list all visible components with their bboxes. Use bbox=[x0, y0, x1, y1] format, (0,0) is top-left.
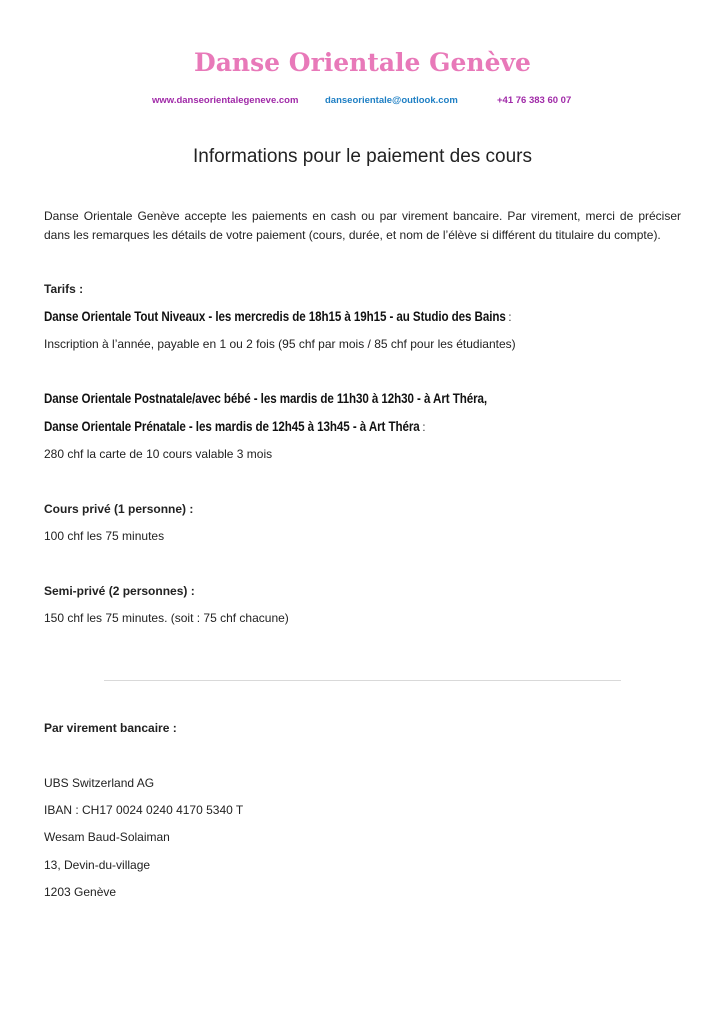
bank-heading: Par virement bancaire : bbox=[44, 721, 177, 735]
course-postnatale bbox=[44, 391, 487, 406]
course-suffix: : bbox=[419, 420, 426, 434]
course-tout-niveaux bbox=[44, 309, 511, 324]
course-prenatale-price: 280 chf la carte de 10 cours valable 3 mois bbox=[44, 447, 273, 461]
phone-number: +41 76 383 60 07 bbox=[497, 95, 572, 106]
course-name: Danse Orientale Prénatale - les mardis de 12h45 à 13h45 - à Art Théra bbox=[44, 419, 420, 434]
intro-paragraph: Danse Orientale Genève accepte les paiements en cash ou par virement bancaire. Par virement, merci de préciser dans les remarques les détails de votre paiement (cours, durée, et nom de l’élève si différent du titulaire du compte). bbox=[44, 209, 681, 242]
account-holder: Wesam Baud-Solaiman bbox=[44, 830, 170, 844]
page-title: Informations pour le paiement des cours bbox=[192, 146, 532, 167]
course-suffix: : bbox=[505, 310, 512, 324]
email-link[interactable]: danseorientale@outlook.com bbox=[325, 95, 458, 106]
brand-title: Danse Orientale Genève bbox=[194, 48, 531, 77]
iban: IBAN : CH17 0024 0240 4170 5340 T bbox=[44, 803, 244, 817]
prive-heading: Cours privé (1 personne) : bbox=[44, 502, 194, 516]
section-divider bbox=[104, 680, 621, 681]
semi-prive-price: 150 chf les 75 minutes. (soit : 75 chf chacune) bbox=[44, 611, 289, 625]
course-prenatale bbox=[44, 419, 425, 434]
website-link[interactable]: www.danseorientalegeneve.com bbox=[152, 95, 299, 106]
prive-price: 100 chf les 75 minutes bbox=[44, 529, 165, 543]
tarifs-heading: Tarifs : bbox=[44, 282, 84, 296]
course-name: Danse Orientale Tout Niveaux - les mercredis de 18h15 à 19h15 - au Studio des Bains bbox=[44, 309, 506, 324]
course-tout-niveaux-price: Inscription à l’année, payable en 1 ou 2 fois (95 chf par mois / 85 chf pour les étudiantes) bbox=[44, 337, 516, 351]
bank-name: UBS Switzerland AG bbox=[44, 776, 155, 790]
holder-city: 1203 Genève bbox=[44, 885, 117, 899]
semi-prive-heading: Semi-privé (2 personnes) : bbox=[44, 584, 195, 598]
course-name: Danse Orientale Postnatale/avec bébé - les mardis de 11h30 à 12h30 - à Art Théra, bbox=[44, 391, 488, 406]
holder-street: 13, Devin-du-village bbox=[44, 858, 151, 872]
